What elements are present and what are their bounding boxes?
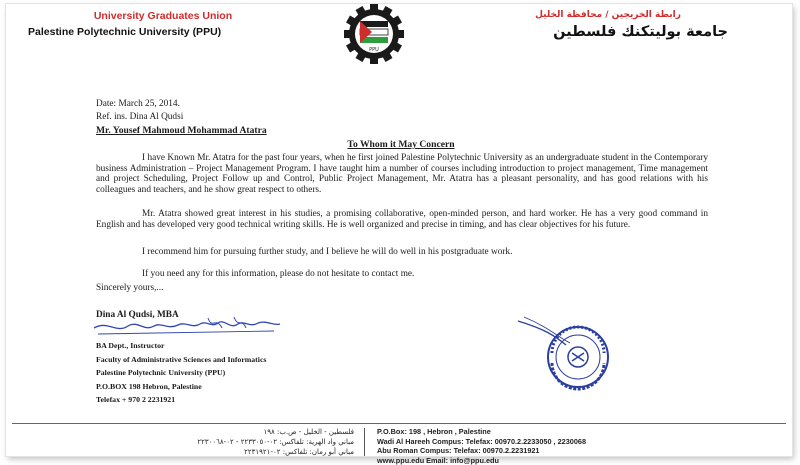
letter-date: Date: March 25, 2014.	[96, 99, 180, 109]
closing-line: Sincerely yours,...	[96, 283, 164, 293]
footer-divider	[364, 428, 365, 456]
university-logo	[322, 2, 426, 62]
paragraph-3: I recommend him for pursuing further study, and I believe he will do well in his postgraduate work.	[142, 247, 513, 257]
paragraph-4: If you need any for this information, please do not hesitate to contact me.	[142, 269, 415, 279]
footer-en-line-3: Abu Roman Compus: Telefax: 00970.2.2231921	[377, 446, 540, 456]
recipient-name: Mr. Yousef Mahmoud Mohammad Atatra	[96, 125, 267, 136]
signer-faculty: Faculty of Administrative Sciences and Informatics	[96, 354, 267, 364]
paragraph-1: I have Known Mr. Atatra for the past four years, when he first joined Palestine Polytechnic University as an undergraduate student in the Contemporary business Administration – Project Management Program. I have taught him a number of courses including introduction to project management, Time management and project Scheduling, Project Follow up and Control, Public Project Management, Mr. Atatra has a pleasant personality, and has good relations with his colleagues and teachers, and he show great respect to others.	[96, 153, 708, 195]
footer-address-arabic	[64, 427, 354, 457]
footer-en-line-4: www.ppu.edu Email: info@ppu.edu	[377, 455, 499, 465]
paragraph-2: Mr. Atatra showed great interest in his studies, a promising collaborative, open-minded person, and hard worker. He has a very good command in English and has developed very good technical writing skills. He is well organized and precise in timing, and has clear objectives for his future.	[96, 209, 708, 230]
signer-telefax: Telefax + 970 2 2231921	[96, 395, 176, 405]
footer-en-line-2: Wadi Al Hareeh Compus: Telefax: 00970.2.2233050 , 2230068	[377, 436, 587, 446]
footer-en-line-1: P.O.Box: 198 , Hebron , Palestine	[377, 427, 491, 436]
signer-name: Dina Al Qudsi, MBA	[96, 310, 179, 320]
signer-details	[96, 339, 266, 407]
footer-ar-line-3: مباني أبو رمان: تلفاكس: ٠٢-٢٢٣١٩٢١	[244, 448, 354, 456]
svg-text:PPU: PPU	[369, 47, 379, 53]
letter-subject: To Whom it May Concern	[347, 139, 455, 150]
header-arabic	[488, 10, 728, 40]
footer-ar-line-1: فلسطين - الخليل - ص.ب: ١٩٨	[263, 428, 354, 436]
signer-university: Palestine Polytechnic University (PPU)	[96, 368, 226, 378]
union-name-ar: رابطة الخريجين / محافظة الخليل	[535, 10, 681, 20]
university-name-en: Palestine Polytechnic University (PPU)	[28, 26, 222, 38]
header-english	[28, 10, 298, 38]
signer-pobox: P.O.BOX 198 Hebron, Palestine	[96, 381, 202, 391]
footer-address-english	[377, 427, 737, 465]
footer-ar-line-2: مباني واد الهرية: تلفاكس: ٠٢-٢٢٣٣٠٥٠ - ٠٢-٢٢٣٠٠٦٨	[197, 438, 354, 446]
university-name-ar: جامعة بوليتكنك فلسطين	[553, 24, 728, 40]
signer-title: BA Dept., Instructor	[96, 341, 165, 350]
union-name-en: University Graduates Union	[93, 10, 233, 22]
letter-reference: Ref. ins. Dina Al Qudsi	[96, 112, 184, 122]
handwritten-signature	[88, 314, 288, 340]
university-stamp	[514, 315, 624, 395]
